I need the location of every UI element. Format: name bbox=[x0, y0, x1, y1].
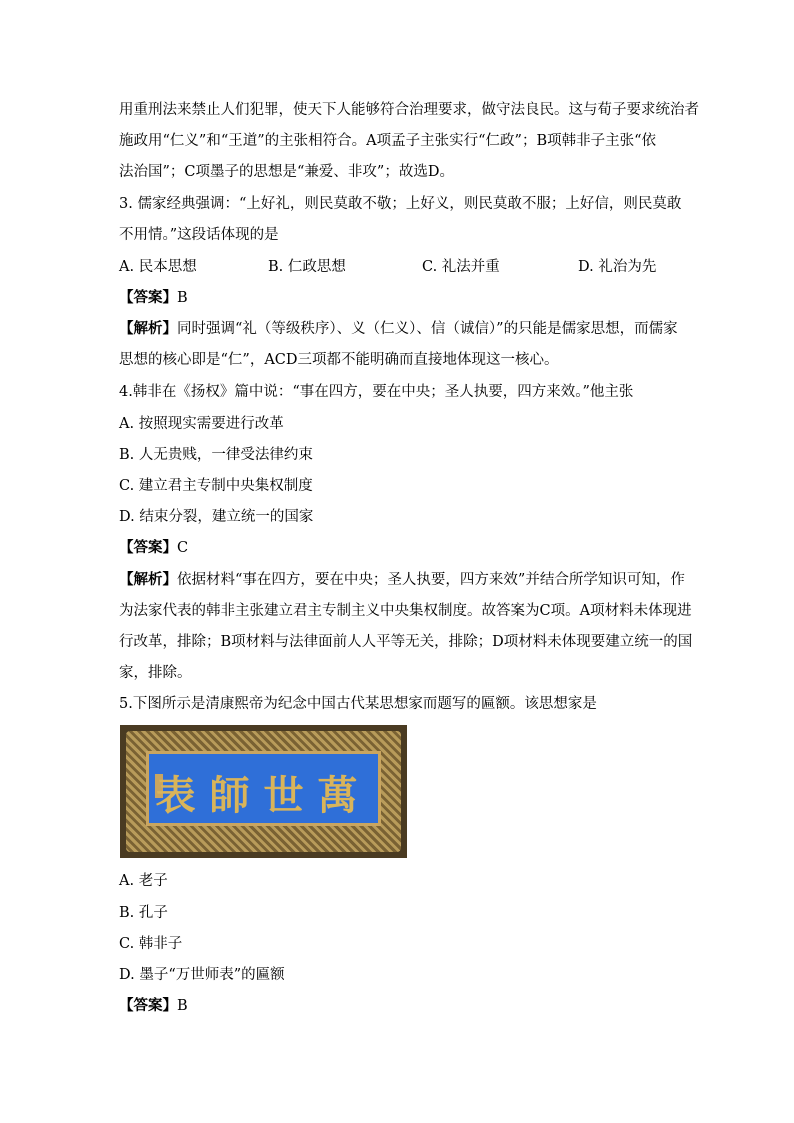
analysis-label: 【解析】 bbox=[119, 572, 177, 588]
analysis-text: 行改革，排除；B项材料与法律面前人人平等无关，排除；D项材料未体现要建立统一的国 bbox=[119, 634, 693, 650]
q3-option-c: C. 礼法并重 bbox=[422, 259, 500, 275]
analysis-text: 思想的核心即是“仁”，ACD三项都不能明确而直接地体现这一核心。 bbox=[119, 352, 559, 368]
q4-option-b: B. 人无贵贱，一律受法律约束 bbox=[119, 447, 313, 463]
text-line: 用重刑法来禁止人们犯罪，使天下人能够符合治理要求，做守法良民。这与荀子要求统治者 bbox=[119, 102, 699, 118]
q3-option-d: D. 礼治为先 bbox=[578, 259, 657, 275]
q4-option-c: C. 建立君主专制中央集权制度 bbox=[119, 478, 313, 494]
plaque-image bbox=[120, 725, 407, 858]
text-line: 法治国”；C项墨子的思想是“兼爱、非攻”；故选D。 bbox=[119, 164, 454, 180]
q5-option-d: D. 墨子“万世师表”的匾额 bbox=[119, 967, 285, 983]
q4-option-a: A. 按照现实需要进行改革 bbox=[119, 416, 284, 432]
question-3-stem: 不用情。”这段话体现的是 bbox=[119, 227, 279, 243]
answer-label: 【答案】 bbox=[119, 540, 177, 556]
q3-option-a: A. 民本思想 bbox=[119, 259, 197, 275]
analysis-3 bbox=[119, 319, 678, 339]
analysis-text: 依据材料“事在四方，要在中央；圣人执要，四方来效”并结合所学知识可知，作 bbox=[177, 572, 685, 588]
question-4-stem: 4.韩非在《扬权》篇中说：“事在四方，要在中央；圣人执要，四方来效。”他主张 bbox=[119, 384, 634, 400]
answer-value: C bbox=[177, 540, 189, 556]
answer-label: 【答案】 bbox=[119, 998, 177, 1014]
q5-option-c: C. 韩非子 bbox=[119, 936, 183, 952]
answer-value: B bbox=[177, 290, 188, 306]
answer-value: B bbox=[177, 998, 188, 1014]
question-5-stem: 5.下图所示是清康熙帝为纪念中国古代某思想家而题写的匾额。该思想家是 bbox=[119, 696, 597, 712]
plaque-inscription: 表師世萬 bbox=[155, 772, 372, 819]
answer-4 bbox=[119, 538, 188, 558]
analysis-text: 为法家代表的韩非主张建立君主专制主义中央集权制度。故答案为C项。A项材料未体现进 bbox=[119, 603, 692, 619]
answer-5 bbox=[119, 996, 188, 1016]
question-3-stem: 3. 儒家经典强调：“上好礼，则民莫敢不敬；上好义，则民莫敢不服；上好信，则民莫敢 bbox=[119, 196, 682, 212]
q3-option-b: B. 仁政思想 bbox=[268, 259, 346, 275]
analysis-4 bbox=[119, 570, 685, 590]
q4-option-d: D. 结束分裂，建立统一的国家 bbox=[119, 509, 314, 525]
plaque-panel bbox=[146, 751, 381, 826]
analysis-text: 家，排除。 bbox=[119, 665, 192, 681]
analysis-label: 【解析】 bbox=[119, 321, 177, 337]
text-line: 施政用“仁义”和“王道”的主张相符合。A项孟子主张实行“仁政”；B项韩非子主张“依 bbox=[119, 133, 657, 149]
answer-3 bbox=[119, 288, 188, 308]
q5-option-b: B. 孔子 bbox=[119, 905, 168, 921]
q5-option-a: A. 老子 bbox=[119, 873, 168, 889]
analysis-text: 同时强调“礼（等级秩序）、义（仁义）、信（诚信）”的只能是儒家思想，而儒家 bbox=[177, 321, 678, 337]
answer-label: 【答案】 bbox=[119, 290, 177, 306]
